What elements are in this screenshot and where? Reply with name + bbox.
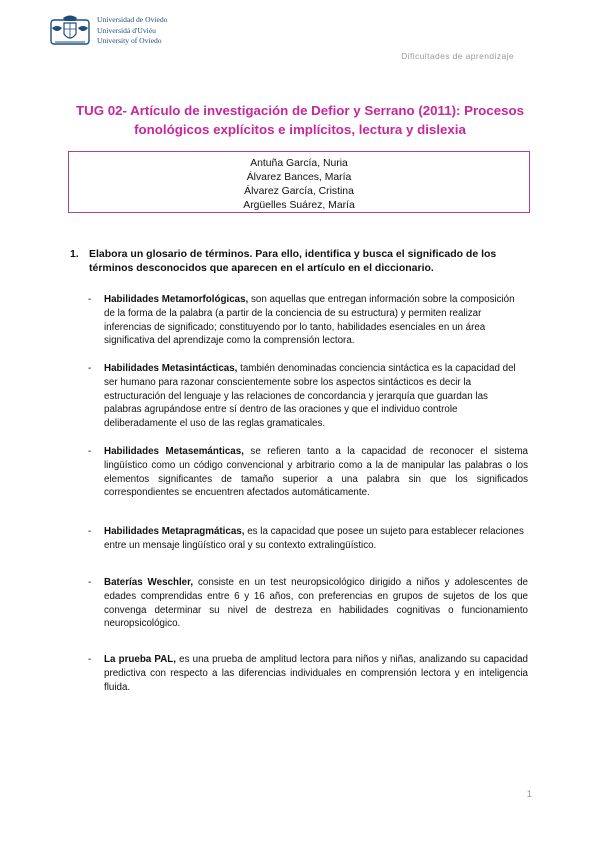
- glossary-term: Habilidades Metamorfológicas,: [104, 294, 249, 305]
- glossary-term: Baterías Weschler,: [104, 577, 194, 588]
- glossary-definition: son aquellas que entregan información sobre la composición de la forma de la palabra (a partir de la conciencia de su estructura) y permiten realizar inferencias de significado; constituyendo por lo tanto, habilidades esenciales en un área significativa del aprendizaje como la comprensión lectora.: [104, 294, 515, 347]
- author-name: Álvarez García, Cristina: [244, 186, 354, 197]
- bullet-dash: -: [88, 363, 92, 374]
- glossary-definition: es una prueba de amplitud lectora para niños y niñas, analizando su capacidad predictiva con respecto a las diferencias individuales en comprensión lectora y en inteligencia fluida.: [104, 654, 528, 693]
- author-name: Argüelles Suárez, María: [243, 200, 355, 211]
- bullet-dash: -: [88, 526, 92, 537]
- question-item: [70, 248, 536, 275]
- author-name: Álvarez Bances, María: [246, 172, 352, 183]
- question-text: Elabora un glosario de términos. Para ello, identifica y busca el significado de los términos desconocidos que aparecen en el artículo en el diccionario.: [89, 248, 497, 274]
- university-logo: [47, 14, 179, 48]
- logo-line-2: Universidá d'Uviéu: [97, 25, 156, 35]
- glossary-item: [88, 293, 528, 348]
- author-name: Antuña García, Nuria: [250, 158, 348, 169]
- bullet-dash: -: [88, 446, 92, 457]
- glossary-item: [88, 653, 528, 694]
- glossary-term: Habilidades Metapragmáticas,: [104, 526, 245, 537]
- glossary-definition: también denominadas conciencia sintáctica es la capacidad del ser humano para razonar conscientemente sobre los aspectos sintácticos es decir la estructuración del lenguaje y las relaciones de concordancia y jerarquía que guardan las palabras agrupándose entre sí dentro de las oraciones y que el individuo controle deliberadamente el uso de las reglas gramaticales.: [104, 363, 516, 430]
- glossary-term: La prueba PAL,: [104, 654, 176, 665]
- university-crest-icon: [47, 14, 93, 48]
- bullet-dash: -: [88, 577, 92, 588]
- logo-line-3: University of Oviedo: [97, 36, 162, 45]
- running-title: Dificultades de aprendizaje: [401, 51, 514, 61]
- glossary-definition: se refieren tanto a la capacidad de reconocer el sistema lingüístico como un código convencional y arbitrario como a la de manipular las palabras o los elementos significantes de tamaño superior a una palabra sin que los significados correspondientes se encuentren afectados automáticamente.: [104, 446, 528, 499]
- bullet-dash: -: [88, 294, 92, 305]
- glossary-definition: es la capacidad que posee un sujeto para establecer relaciones entre un mensaje lingüístico oral y su contexto extralingüístico.: [104, 526, 524, 551]
- question-number: 1.: [70, 248, 79, 260]
- logo-line-1: Universidad de Oviedo: [97, 15, 168, 24]
- bullet-dash: -: [88, 654, 92, 665]
- glossary-item: [88, 445, 528, 500]
- glossary-term: Habilidades Metasemánticas,: [104, 446, 244, 457]
- glossary-definition: consiste en un test neuropsicológico dirigido a niños y adolescentes de edades comprendidas entre 6 y 16 años, con preferencias en grupos de sujetos de los que convenga determinar su nivel de destreza en habilidades cognitivas o funcionamiento neuropsicológico.: [104, 577, 528, 630]
- glossary-item: [88, 362, 528, 431]
- glossary-item: [88, 576, 528, 631]
- page-number: 1: [526, 789, 532, 800]
- glossary-item: [88, 525, 528, 553]
- document-title: TUG 02- Artículo de investigación de Defior y Serrano (2011): Procesos fonológicos explícitos e implícitos, lectura y dislexia: [75, 103, 525, 137]
- authors-box: [68, 151, 530, 213]
- glossary-term: Habilidades Metasintácticas,: [104, 363, 238, 374]
